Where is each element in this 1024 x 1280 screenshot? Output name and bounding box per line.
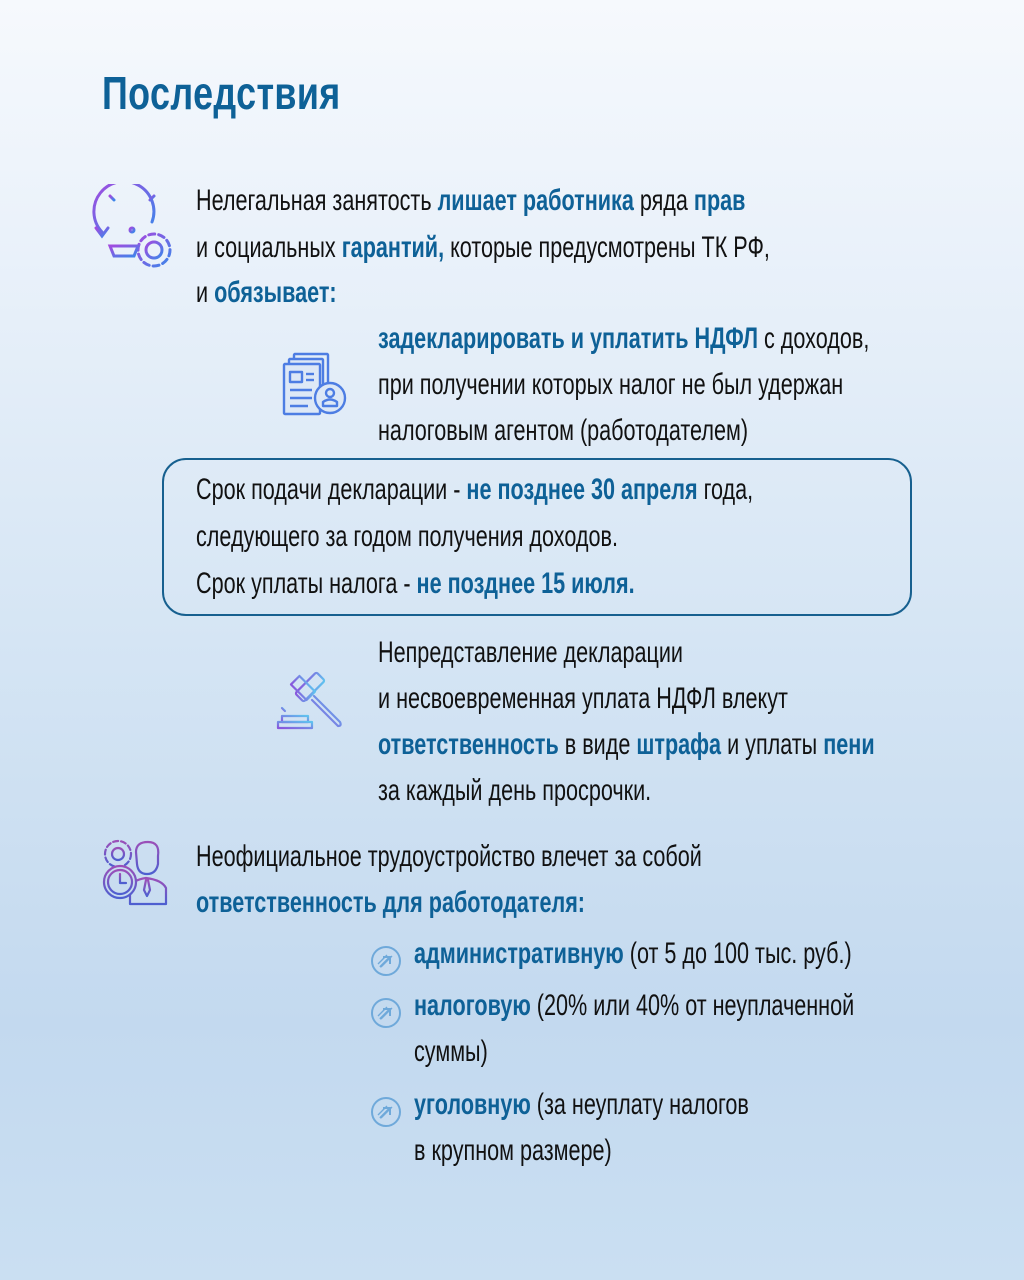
text-line: Срок подачи декларации - не позднее 30 апреля года, xyxy=(196,473,754,506)
text-line: ответственность для работодателя: xyxy=(196,886,586,919)
text-line: уголовную (за неуплату налогов xyxy=(414,1088,749,1121)
text-line: Неофициальное трудоустройство влечет за собой xyxy=(196,840,702,873)
document-person-icon xyxy=(282,352,350,418)
text-line: налоговым агентом (работодателем) xyxy=(378,414,749,447)
arrow-circle-icon xyxy=(370,1096,402,1128)
arrow-circle-icon xyxy=(370,997,402,1029)
text-line: и социальных гарантий, которые предусмотрены ТК РФ, xyxy=(196,231,770,264)
text-line: Срок уплаты налога - не позднее 15 июля. xyxy=(196,567,635,600)
text-line: ответственность в виде штрафа и уплаты пени xyxy=(378,728,875,761)
gavel-icon xyxy=(276,668,346,734)
page-title: Последствия xyxy=(102,67,341,119)
text-line: задекларировать и уплатить НДФЛ с доходов, xyxy=(378,322,870,355)
text-line: и несвоевременная уплата НДФЛ влекут xyxy=(378,682,788,715)
text-line: следующего за годом получения доходов. xyxy=(196,520,618,553)
alert-gear-icon xyxy=(92,184,180,274)
text-line: Нелегальная занятость лишает работника ряда прав xyxy=(196,184,746,217)
text-line: при получении которых налог не был удержан xyxy=(378,368,844,401)
text-line: Непредставление декларации xyxy=(378,636,683,669)
text-line: суммы) xyxy=(414,1035,488,1068)
text-line: в крупном размере) xyxy=(414,1134,612,1167)
text-line: и обязывает: xyxy=(196,276,337,309)
employee-gear-clock-icon xyxy=(100,838,172,906)
text-line: за каждый день просрочки. xyxy=(378,774,652,807)
text-line: налоговую (20% или 40% от неуплаченной xyxy=(414,989,855,1022)
arrow-circle-icon xyxy=(370,945,402,977)
text-line: административную (от 5 до 100 тыс. руб.) xyxy=(414,937,852,970)
